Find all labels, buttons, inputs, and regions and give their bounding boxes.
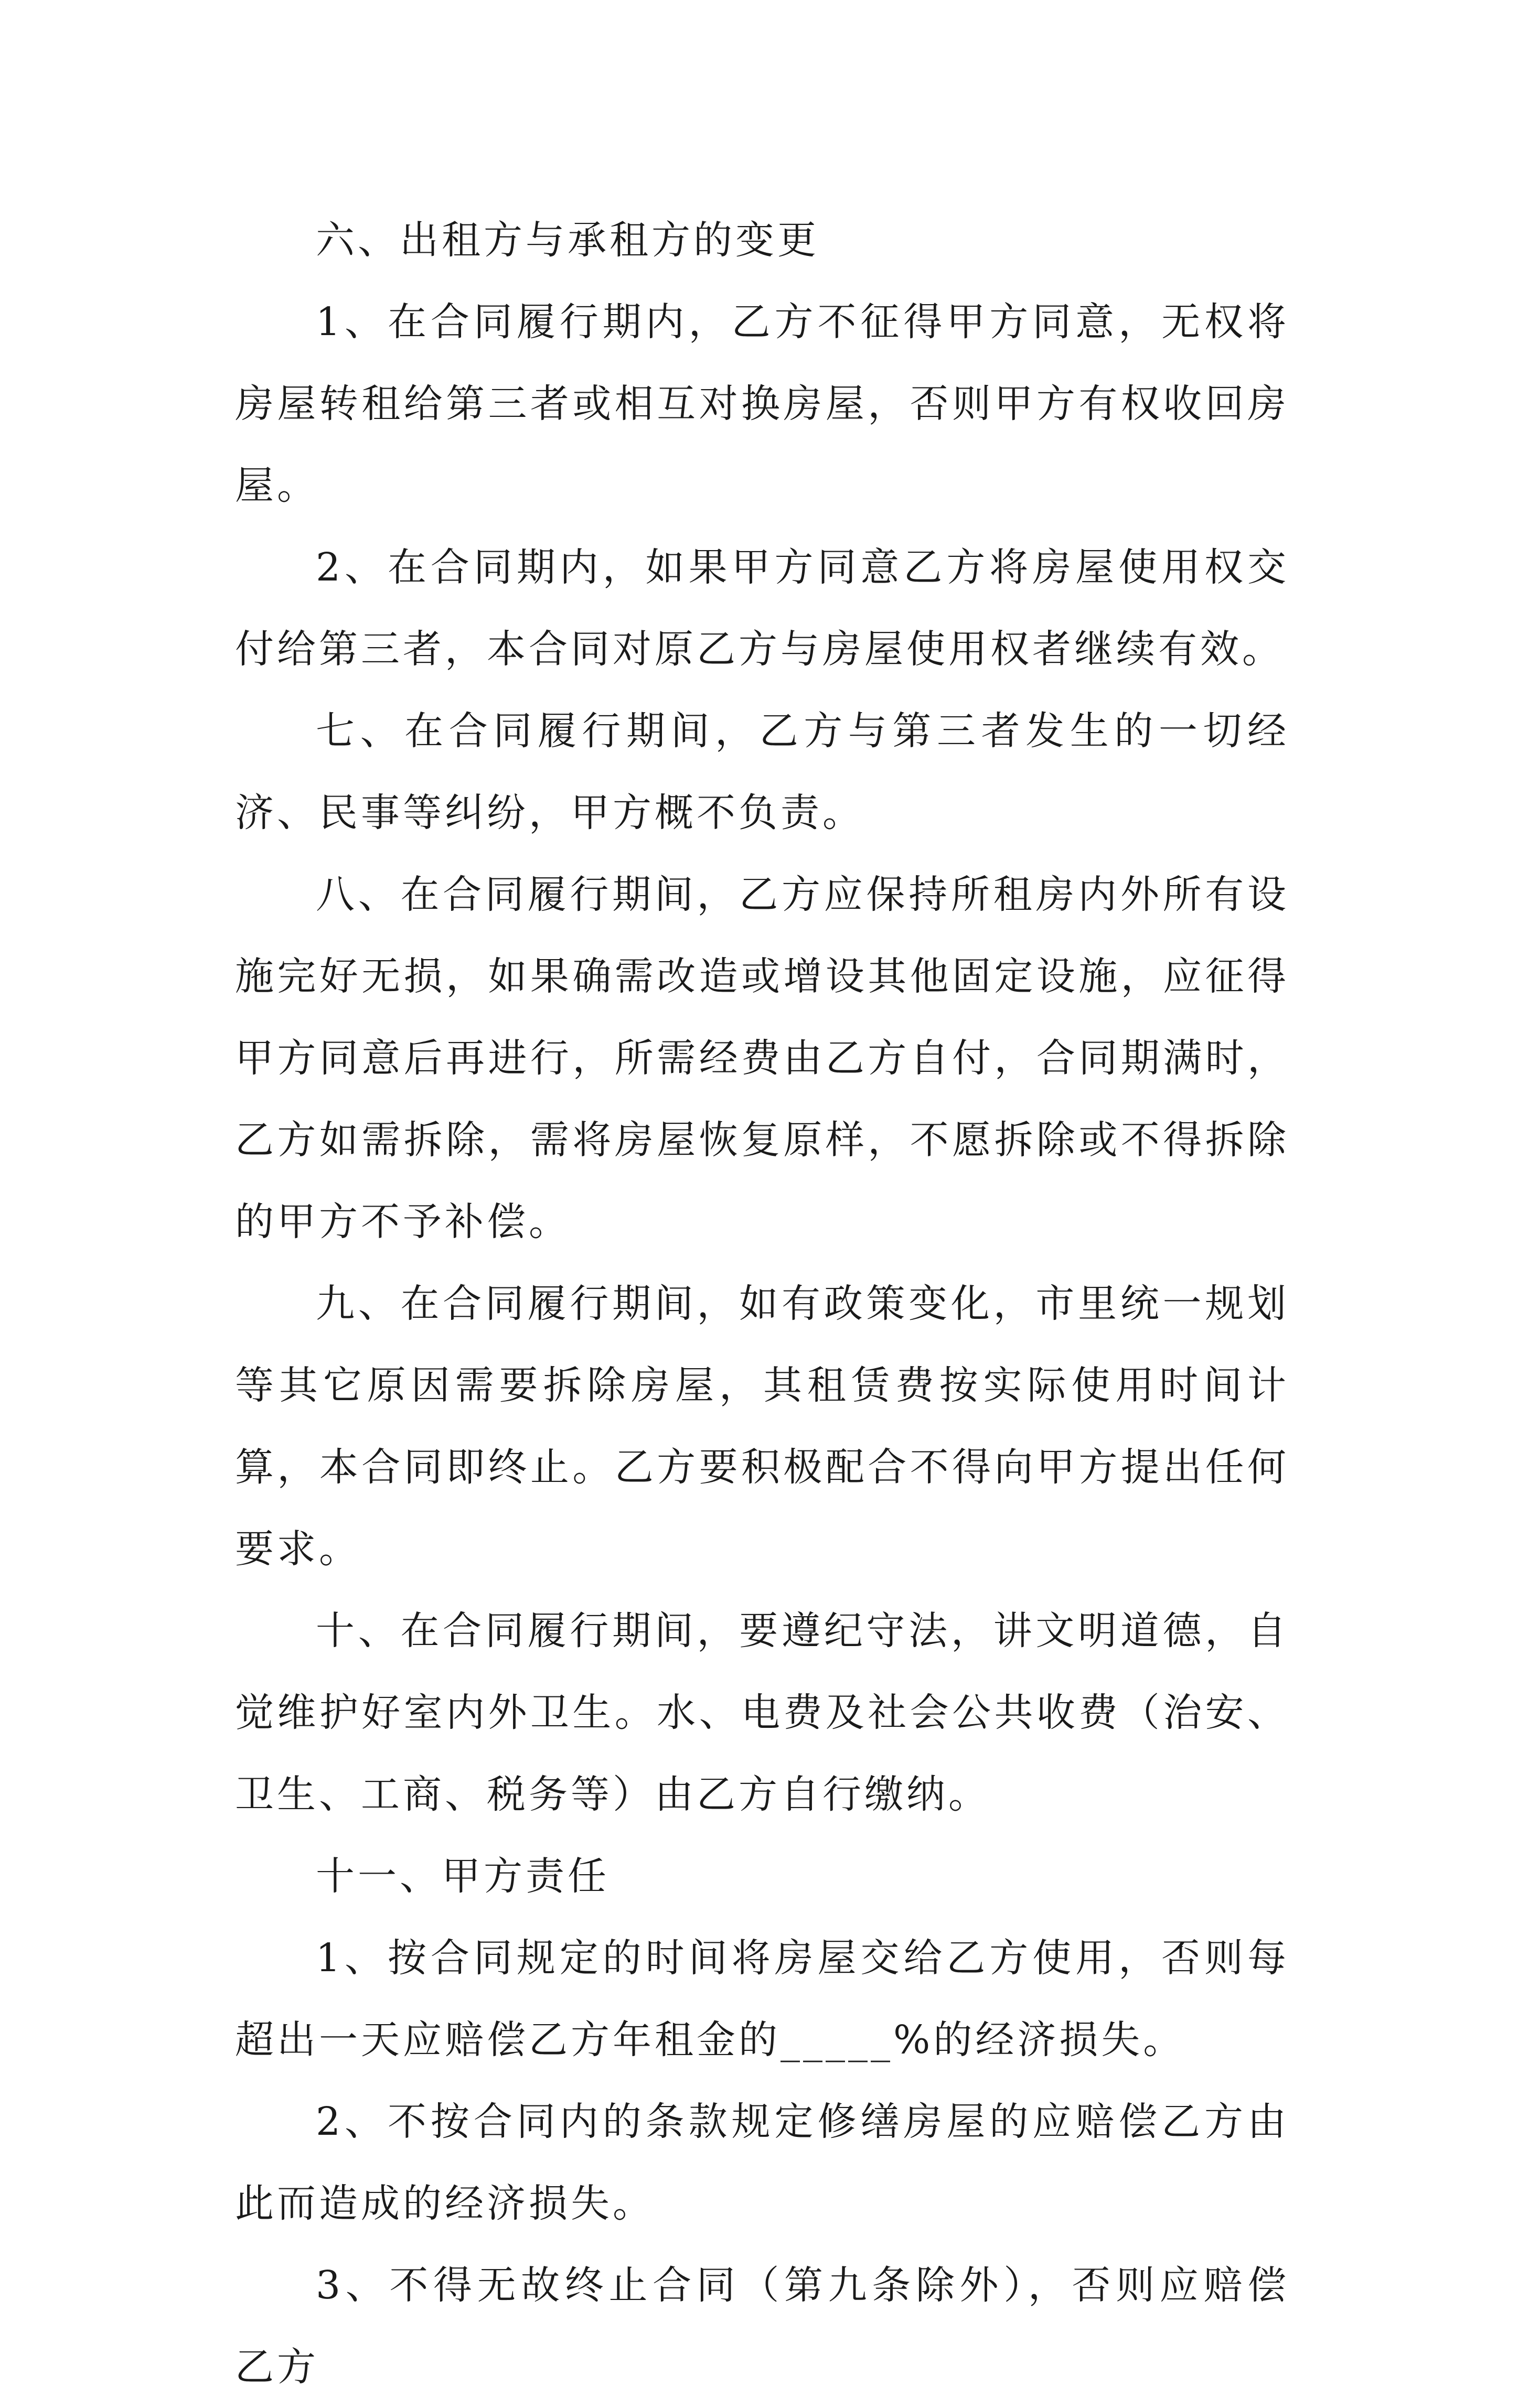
paragraph-clause-6-2: 2、在合同期内，如果甲方同意乙方将房屋使用权交付给第三者，本合同对原乙方与房屋使用权者继续有效。: [235, 545, 1289, 672]
paragraph-clause-11-1: 1、按合同规定的时间将房屋交给乙方使用，否则每超出一天应赔偿乙方年租金的_____%的经济损失。: [235, 1936, 1289, 2062]
paragraph-clause-11-3: 3、不得无故终止合同（第九条除外），否则应赔偿乙方: [235, 2263, 1289, 2390]
document-page: [235, 199, 1289, 2408]
paragraph-clause-11-2: 2、不按合同内的条款规定修缮房屋的应赔偿乙方由此而造成的经济损失。: [235, 2099, 1289, 2226]
paragraph-clause-ten: 十、在合同履行期间，要遵纪守法，讲文明道德，自觉维护好室内外卫生。水、电费及社会公共收费（治安、卫生、工商、税务等）由乙方自行缴纳。: [235, 1608, 1289, 1817]
section-heading-eleven: 十一、甲方责任: [316, 1854, 610, 1899]
paragraph-clause-6-1: 1、在合同履行期内，乙方不征得甲方同意，无权将房屋转租给第三者或相互对换房屋，否则甲方有权收回房屋。: [235, 299, 1289, 508]
section-heading-six: 六、出租方与承租方的变更: [316, 218, 819, 263]
paragraph-clause-seven: 七、在合同履行期间，乙方与第三者发生的一切经济、民事等纠纷，甲方概不负责。: [235, 708, 1289, 835]
paragraph-clause-nine: 九、在合同履行期间，如有政策变化，市里统一规划等其它原因需要拆除房屋，其租赁费按实际使用时间计算，本合同即终止。乙方要积极配合不得向甲方提出任何要求。: [235, 1281, 1289, 1572]
paragraph-clause-eight: 八、在合同履行期间，乙方应保持所租房内外所有设施完好无损，如果确需改造或增设其他固定设施，应征得甲方同意后再进行，所需经费由乙方自付，合同期满时，乙方如需拆除，需将房屋恢复原样，不愿拆除或不得拆除的甲方不予补偿。: [235, 872, 1289, 1244]
